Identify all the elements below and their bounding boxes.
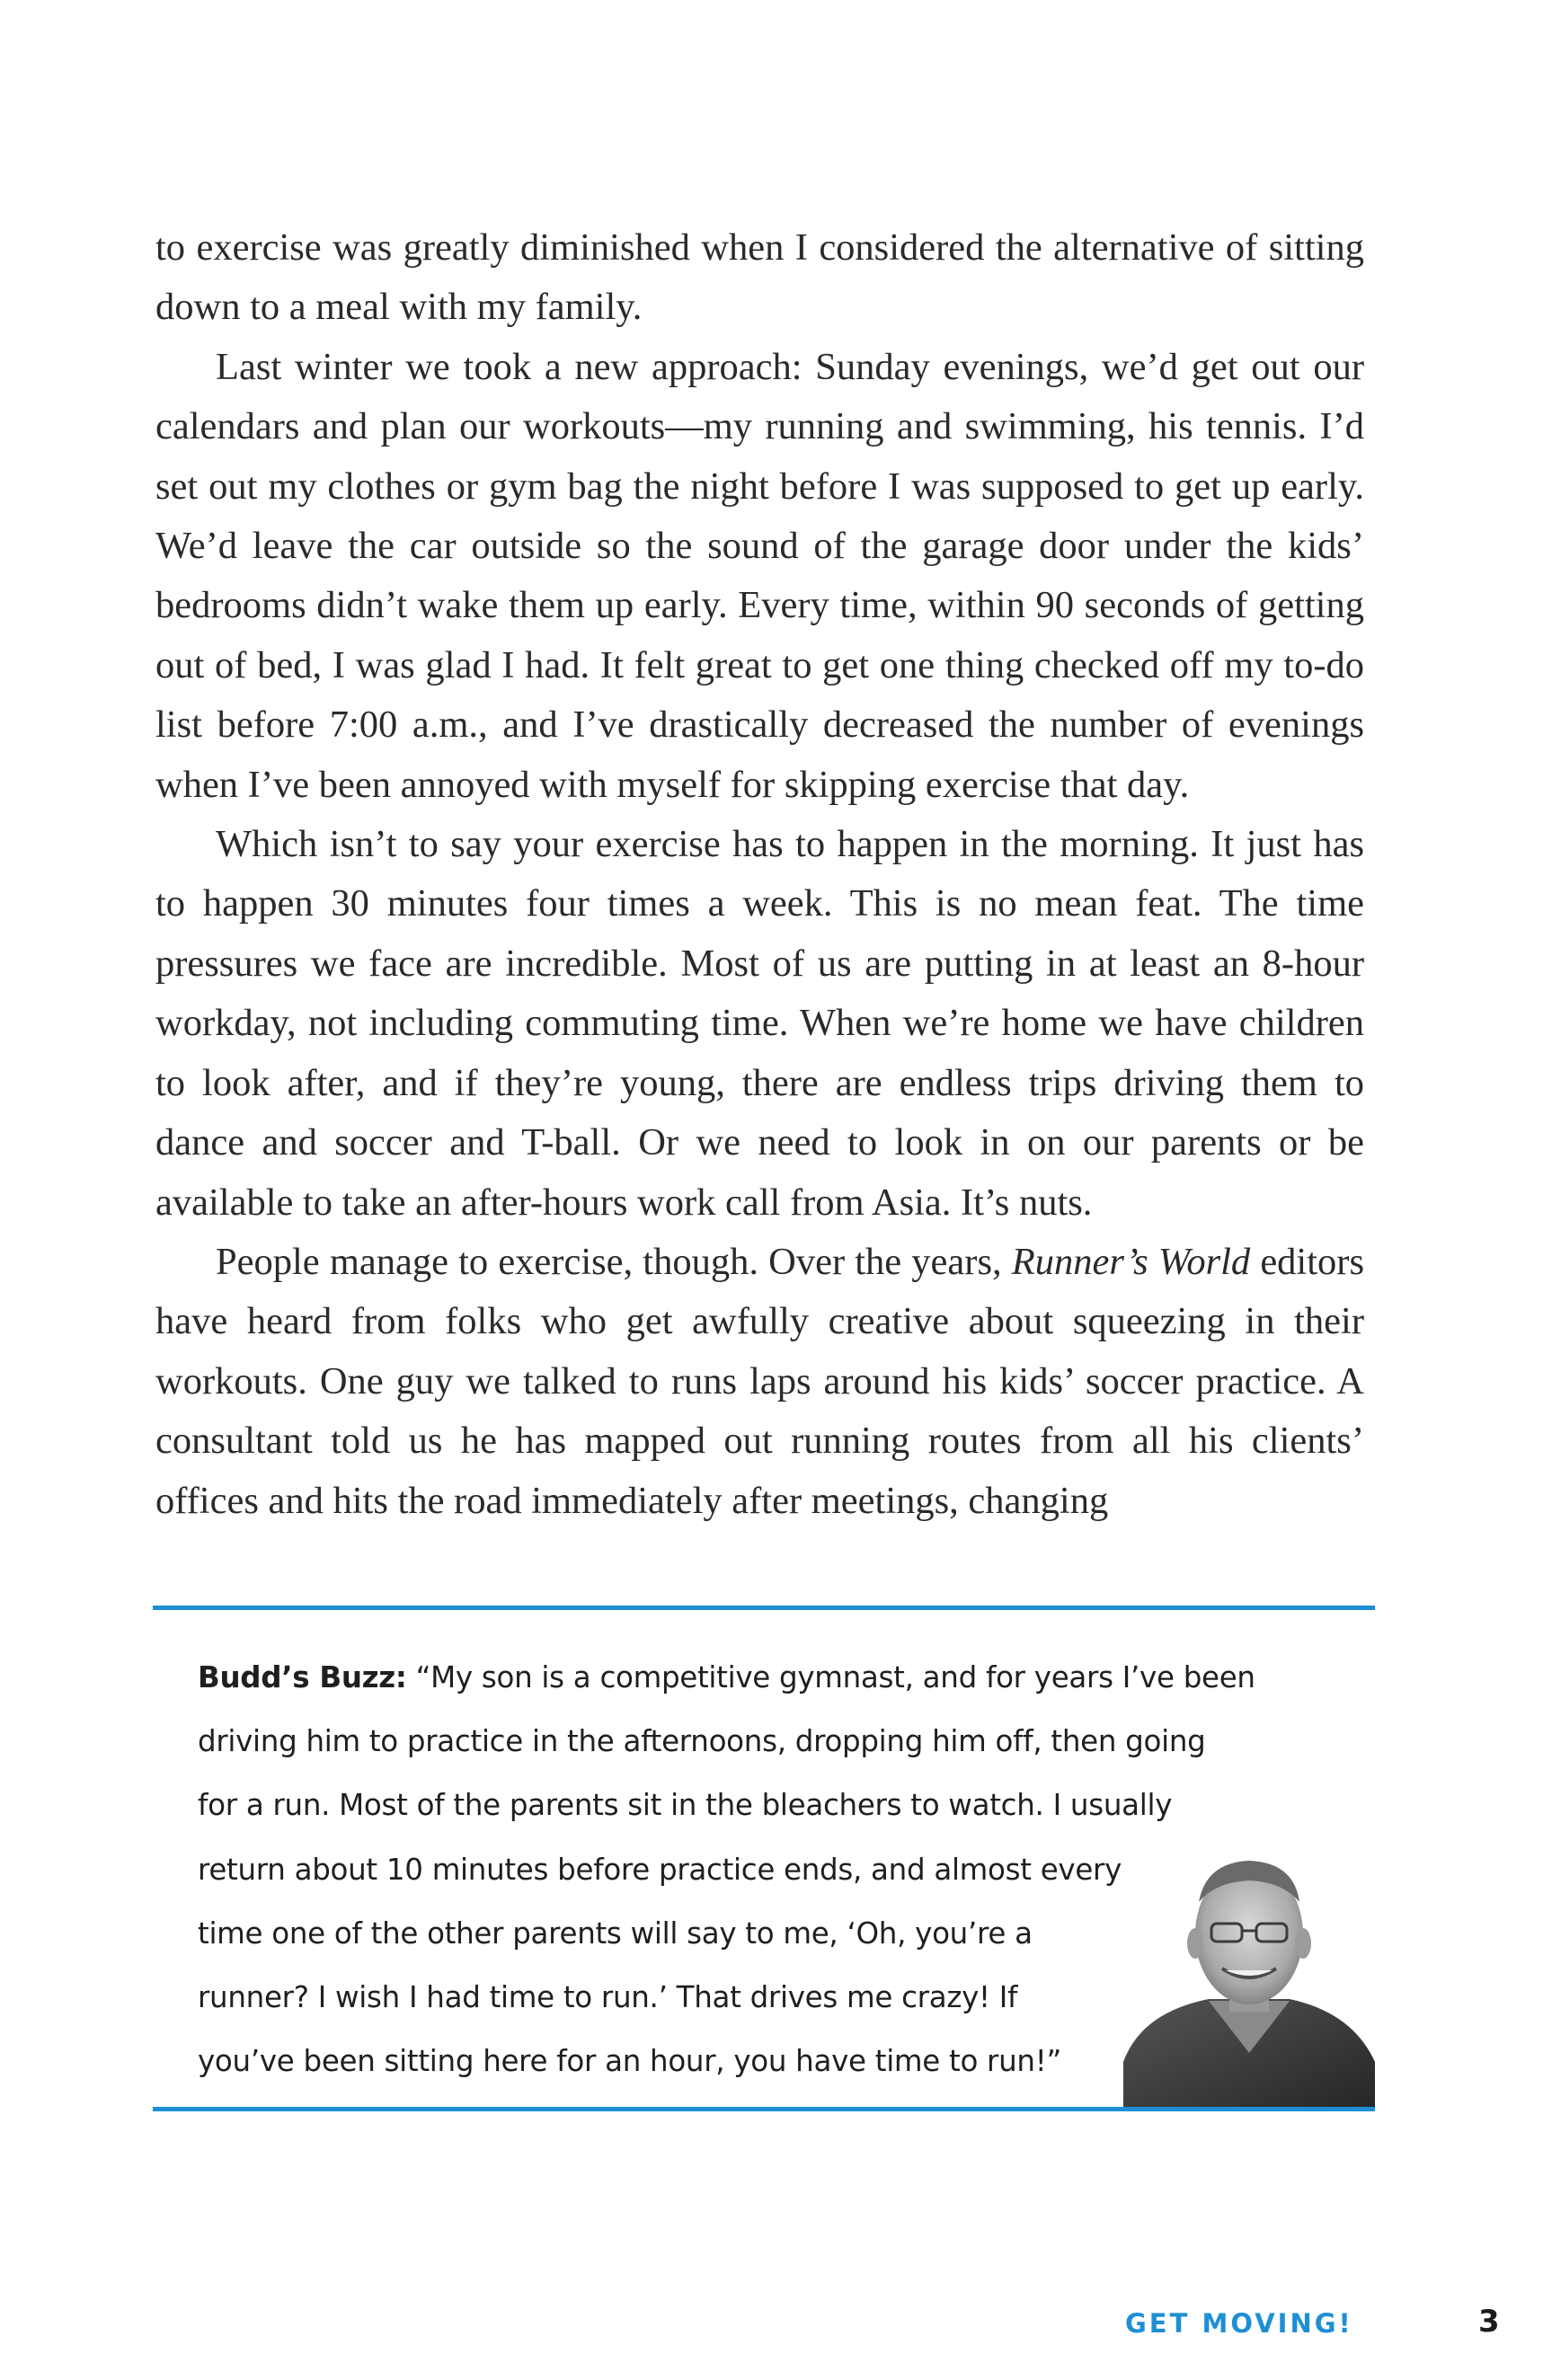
body-text — [155, 218, 1364, 1531]
page-number: 3 — [1478, 2304, 1500, 2340]
sidebar-label: Budd’s Buzz: — [198, 1660, 407, 1694]
sidebar-bottom-rule — [153, 2107, 1375, 2111]
magazine-title: Runner’s World — [1011, 1240, 1251, 1283]
author-portrait — [1123, 1846, 1375, 2109]
sidebar-quote-text: “My son is a competitive gymnast, and for years I’ve been — [406, 1660, 1255, 1694]
paragraph-text: editors have heard from folks who get awfully creative about squeezing in their workouts. One guy we talked to runs laps around his kids’ soccer practice. A consultant told us he has mapped out running routes from all his clients’ offices and hits the road immediately after meetings, changing — [155, 1240, 1364, 1522]
running-footer-title: GET MOVING! — [1125, 2308, 1353, 2339]
sidebar-top-rule — [153, 1606, 1375, 1610]
sidebar-line: return about 10 minutes before practice ends, and almost every — [198, 1852, 1122, 1887]
paragraph: Which isn’t to say your exercise has to happen in the morning. It just has to happen 30 minutes four times a week. This is no mean feat. The time pressures we face are incredible. Most of us are putting in at least an 8-hour workday, not including commuting time. When we’re home we have children to look after, and if they’re young, there are endless trips driving them to dance and soccer and T-ball. Or we need to look in on our parents or be available to take an after-hours work call from Asia. It’s nuts. — [155, 823, 1364, 1224]
sidebar-line: for a run. Most of the parents sit in the bleachers to watch. I usually — [198, 1788, 1173, 1823]
sidebar-line: driving him to practice in the afternoons, dropping him off, then going — [198, 1724, 1206, 1759]
paragraph-text: People manage to exercise, though. Over the years, — [216, 1240, 1012, 1283]
paragraph — [155, 1233, 1364, 1531]
sidebar-line: time one of the other parents will say to me, ‘Oh, you’re a — [198, 1916, 1033, 1951]
sidebar-line: you’ve been sitting here for an hour, you have time to run!” — [198, 2044, 1061, 2079]
paragraph: Last winter we took a new approach: Sunday evenings, we’d get out our calendars and plan our workouts—my running and swimming, his tennis. I’d set out my clothes or gym bag the night before I was supposed to get up early. We’d leave the car outside so the sound of the garage door under the kids’ bedrooms didn’t wake them up early. Every time, within 90 seconds of getting out of bed, I was glad I had. It felt great to get one thing checked off my to-do list before 7:00 a.m., and I’ve drastically decreased the number of evenings when I’ve been annoyed with myself for skipping exercise that day. — [155, 345, 1364, 806]
paragraph: to exercise was greatly diminished when I considered the alternative of sitting down to a meal with my family. — [155, 226, 1364, 329]
budds-buzz-sidebar — [198, 1646, 1255, 2093]
sidebar-line — [198, 1646, 1255, 1710]
sidebar-line: runner? I wish I had time to run.’ That drives me crazy! If — [198, 1980, 1018, 2015]
